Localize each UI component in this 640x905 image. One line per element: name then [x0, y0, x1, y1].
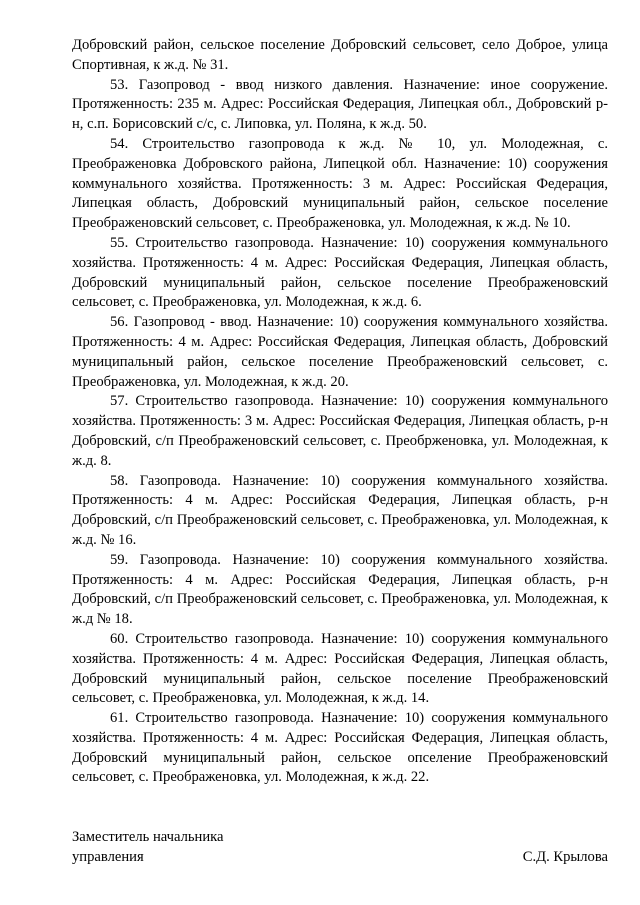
paragraph-60: 60. Строительство газопровода. Назначение: 10) сооружения коммунального хозяйства. Протяженность: 4 м. Адрес: Российская Федерация, Липецкая область, Добровский муниципальный район, сельское поселение Преображеновский сельсовет, с. Преображеновка, ул. Молодежная, к ж.д. 14.: [72, 630, 608, 707]
paragraph-53: 53. Газопровод - ввод низкого давления. Назначение: иное сооружение. Протяженность: 235 м. Адрес: Российская Федерация, Липецкая обл., Добровский р-н, с.п. Борисовский с/с, с. Липовка, ул. Поляна, к ж.д. 50.: [72, 76, 608, 133]
paragraph-57: 57. Строительство газопровода. Назначение: 10) сооружения коммунального хозяйства. Протяженность: 3 м. Адрес: Российская Федерация, Липецкая область, р-н Добровский, с/п Преображеновский сельсовет, с. Преобрженовка, ул. Молодежная, к ж.д. 8.: [72, 393, 608, 469]
paragraph-54: 54. Строительство газопровода к ж.д. № 10, ул. Молодежная, с. Преображеновка Добровского района, Липецкой обл. Назначение: 10) сооружения коммунального хозяйства. Протяженность: 3 м. Адрес: Российская Федерация, Липецкая область, Добровский муниципальный район, сельское поселение Преображеновский сельсовет, с. Преображеновка, ул. Молодежная, к ж.д. № 10.: [72, 135, 608, 232]
paragraph-56: 56. Газопровод - ввод. Назначение: 10) сооружения коммунального хозяйства. Протяженность: 4 м. Адрес: Российская Федерация, Липецкая область, Добровский муниципальный район, сельское поселение Преображеновский сельсовет, с. Преображеновка, ул. Молодежная, к ж.д. 20.: [72, 314, 608, 390]
document-body: [72, 36, 608, 788]
signature-row: [72, 848, 608, 868]
signer-position-line2: управления: [72, 848, 144, 865]
paragraph-0: Добровский район, сельское поселение Добровский сельсовет, село Доброе, улица Спортивная, к ж.д. № 31.: [72, 37, 608, 73]
paragraph-55: 55. Строительство газопровода. Назначение: 10) сооружения коммунального хозяйства. Протяженность: 4 м. Адрес: Российская Федерация, Липецкая область, Добровский муниципальный район, сельское поселение Преображеновский сельсовет, с. Преображеновка, ул. Молодежная, к ж.д. 6.: [72, 234, 608, 311]
paragraph-61: 61. Строительство газопровода. Назначение: 10) сооружения коммунального хозяйства. Протяженность: 4 м. Адрес: Российская Федерация, Липецкая область, Добровский муниципальный район, сельское опселение Преображеновский сельсовет, с. Преображеновка, ул. Молодежная, к ж.д. 22.: [72, 710, 608, 786]
paragraph-59: 59. Газопровода. Назначение: 10) сооружения коммунального хозяйства. Протяженность: 4 м. Адрес: Российская Федерация, Липецкая область, р-н Добровский, с/п Преображеновский сельсовет, с. Преображеновка, ул. Молодежная, к ж.д № 18.: [72, 551, 608, 628]
paragraph-58: 58. Газопровода. Назначение: 10) сооружения коммунального хозяйства. Протяженность: 4 м. Адрес: Российская Федерация, Липецкая область, р-н Добровский, с/п Преображеновский сельсовет, с. Преображеновка, ул. Молодежная, к ж.д. № 16.: [72, 472, 608, 548]
signature-block: [72, 828, 608, 868]
signer-position-line1: Заместитель начальника: [72, 829, 224, 845]
signer-name: С.Д. Крылова: [522, 848, 608, 865]
